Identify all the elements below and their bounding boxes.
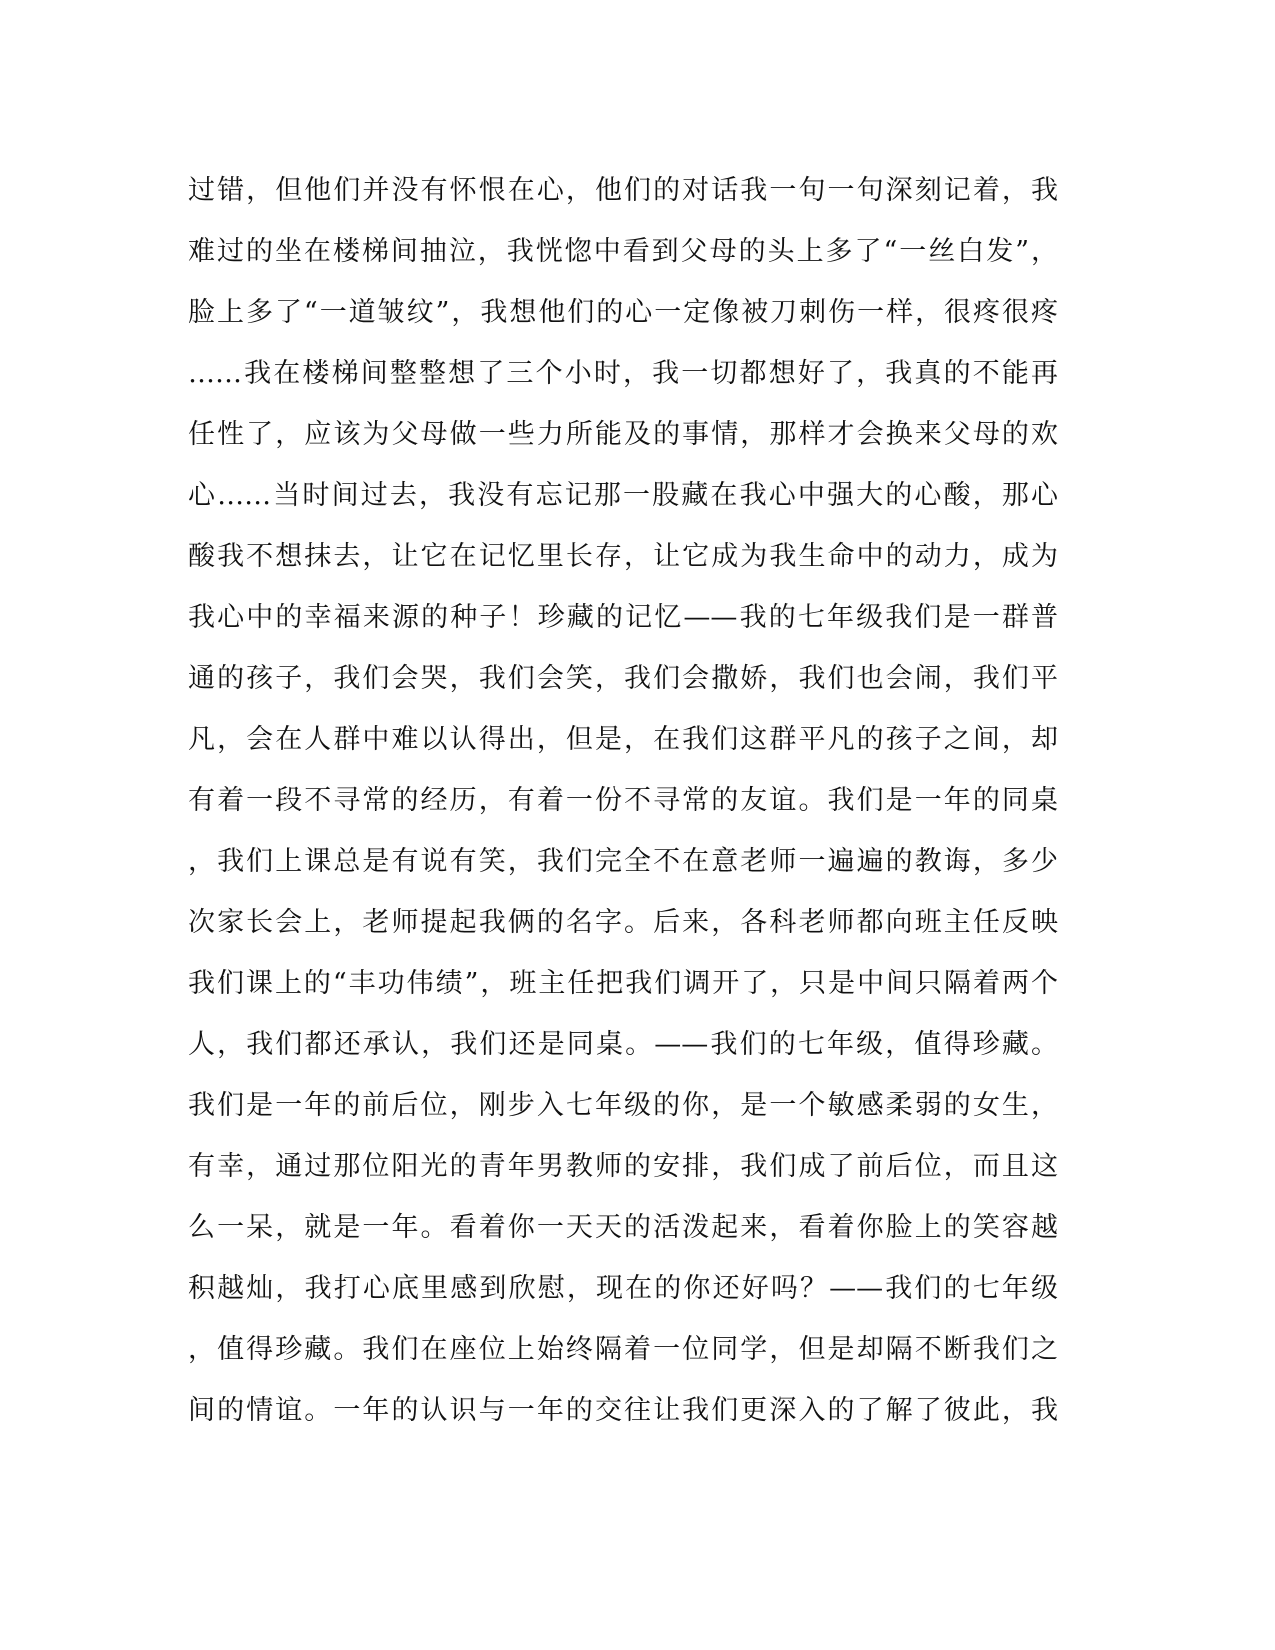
text-line: 心……当时间过去，我没有忘记那一股藏在我心中强大的心酸，那心 — [188, 480, 1058, 511]
text-line: 脸上多了“一道皱纹”，我想他们的心一定像被刀刺伤一样，很疼很疼 — [188, 297, 1058, 328]
text-line: ，值得珍藏。我们在座位上始终隔着一位同学，但是却隔不断我们之 — [188, 1334, 1058, 1365]
text-line: 难过的坐在楼梯间抽泣，我恍惚中看到父母的头上多了“一丝白发”， — [188, 236, 1058, 267]
text-line: 我们课上的“丰功伟绩”，班主任把我们调开了，只是中间只隔着两个 — [188, 968, 1058, 999]
text-line: 通的孩子，我们会哭，我们会笑，我们会撒娇，我们也会闹，我们平 — [188, 663, 1058, 694]
text-line: 间的情谊。一年的认识与一年的交往让我们更深入的了解了彼此，我 — [188, 1395, 1058, 1426]
text-line: 过错，但他们并没有怀恨在心，他们的对话我一句一句深刻记着，我 — [188, 175, 1058, 206]
text-line: 我心中的幸福来源的种子！珍藏的记忆——我的七年级我们是一群普 — [188, 602, 1058, 633]
text-line: 么一呆，就是一年。看着你一天天的活泼起来，看着你脸上的笑容越 — [188, 1212, 1058, 1243]
text-line: 人，我们都还承认，我们还是同桌。——我们的七年级，值得珍藏。 — [188, 1029, 1058, 1060]
text-line: 凡，会在人群中难以认得出，但是，在我们这群平凡的孩子之间，却 — [188, 724, 1058, 755]
text-line: 有幸，通过那位阳光的青年男教师的安排，我们成了前后位，而且这 — [188, 1151, 1058, 1182]
text-line: 任性了，应该为父母做一些力所能及的事情，那样才会换来父母的欢 — [188, 419, 1058, 450]
text-line: ，我们上课总是有说有笑，我们完全不在意老师一遍遍的教诲，多少 — [188, 846, 1058, 877]
text-line: ……我在楼梯间整整想了三个小时，我一切都想好了，我真的不能再 — [188, 358, 1058, 389]
text-line: 酸我不想抹去，让它在记忆里长存，让它成为我生命中的动力，成为 — [188, 541, 1058, 572]
text-line: 次家长会上，老师提起我俩的名字。后来，各科老师都向班主任反映 — [188, 907, 1058, 938]
text-line: 我们是一年的前后位，刚步入七年级的你，是一个敏感柔弱的女生， — [188, 1090, 1058, 1121]
text-line: 积越灿，我打心底里感到欣慰，现在的你还好吗？——我们的七年级 — [188, 1273, 1058, 1304]
body-text — [188, 160, 1058, 1441]
text-line: 有着一段不寻常的经历，有着一份不寻常的友谊。我们是一年的同桌 — [188, 785, 1058, 816]
